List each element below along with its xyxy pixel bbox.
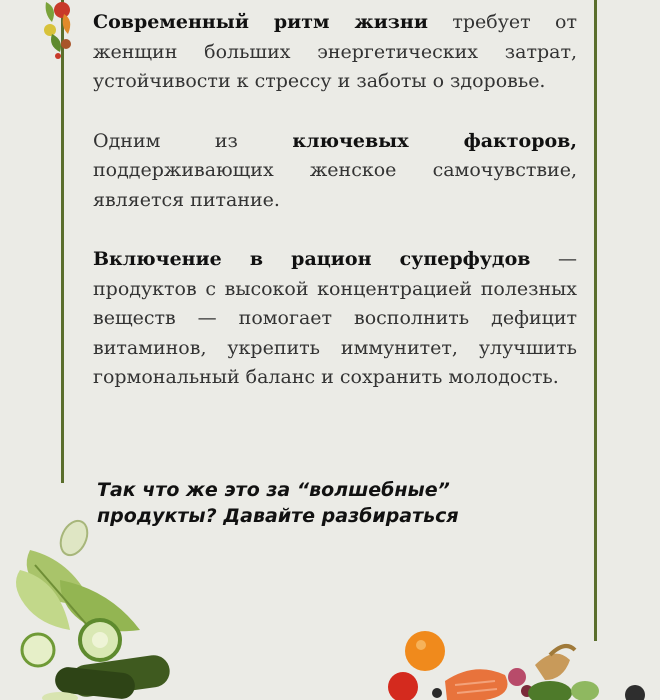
- question-heading: Так что же это за “волшебные” продукты? Давайте разбираться: [97, 479, 459, 527]
- factors-text-before: Одним из: [93, 129, 293, 152]
- intro-text: требует от женщин больших энергетических затрат, устойчивости к стрессу и заботы о здоровье.: [93, 11, 577, 92]
- vegetables-top-left-icon: [38, 0, 80, 60]
- superfoods-bold: Включение в рацион суперфудов: [93, 248, 531, 270]
- right-accent-line: [594, 0, 597, 641]
- intro-bold: Современный ритм жизни: [93, 11, 428, 33]
- factors-text-after: поддерживающих женское самочувствие, является питание.: [93, 159, 577, 211]
- paragraph-factors: [93, 127, 577, 216]
- paragraph-intro: [93, 8, 577, 97]
- vegetables-bottom-right-icon: [385, 625, 660, 700]
- superfoods-text: — продуктов с высокой концентрацией полезных веществ — помогает восполнить дефицит витаминов, укрепить иммунитет, улучшить гормональный баланс и сохранить молодость.: [93, 248, 577, 388]
- left-accent-line: [61, 0, 64, 483]
- paragraph-superfoods: [93, 245, 577, 393]
- vegetables-bottom-left-icon: [0, 510, 175, 700]
- article-body: [93, 8, 577, 423]
- factors-bold: ключевых факторов,: [292, 129, 577, 152]
